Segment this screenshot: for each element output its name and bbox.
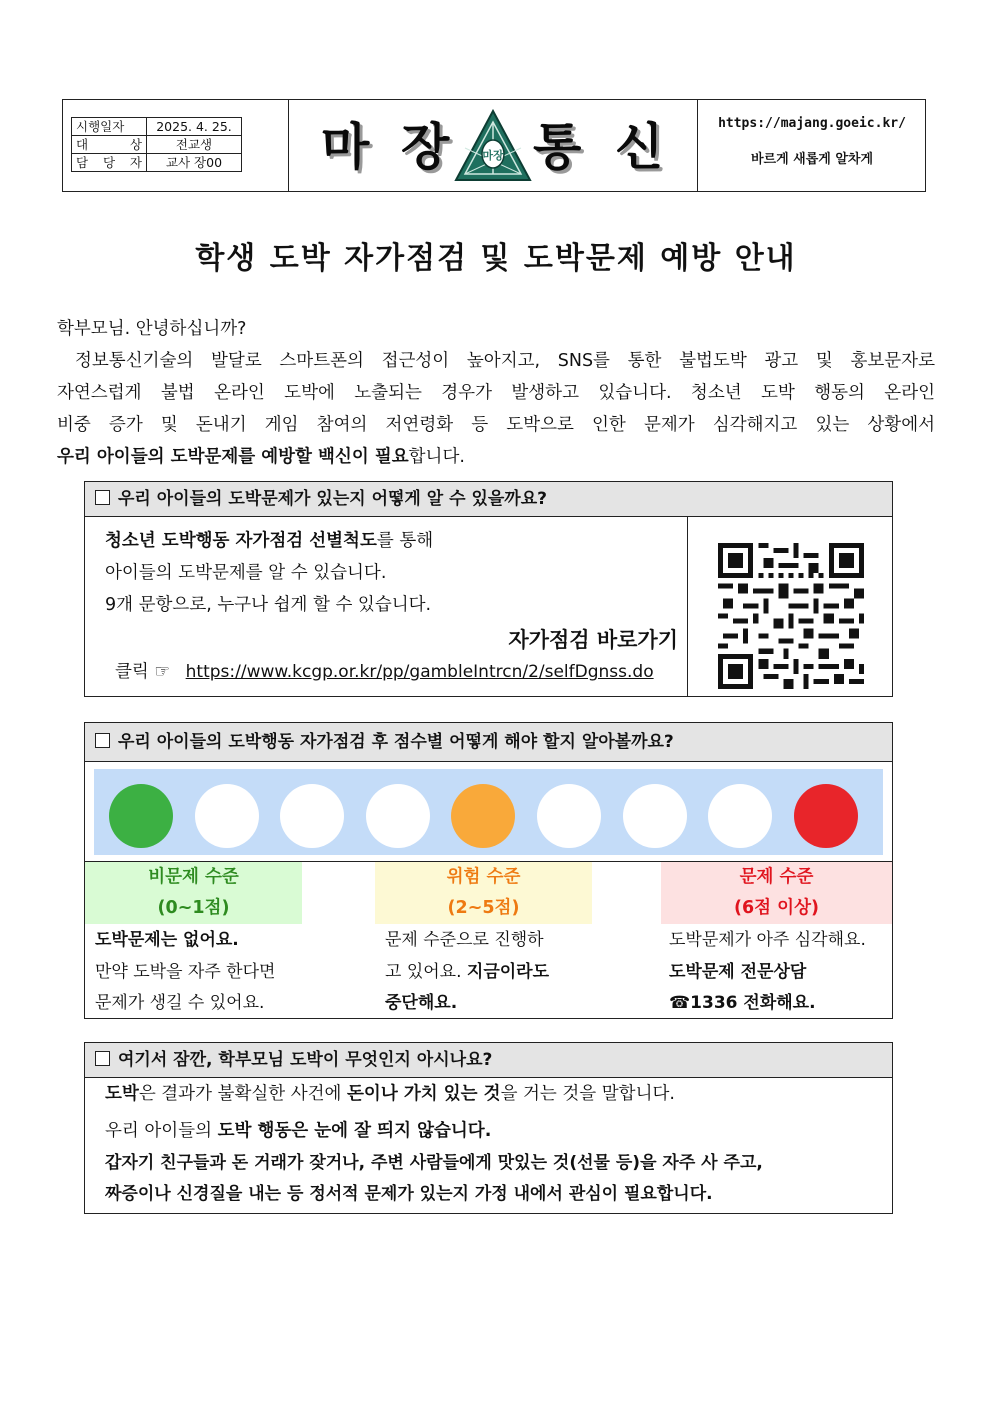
level-name: 문제 수준 bbox=[739, 867, 814, 887]
score-dot bbox=[195, 784, 259, 848]
title-char: 통 bbox=[533, 118, 582, 176]
scale-name: 청소년 도박행동 자가점검 선별척도 bbox=[105, 531, 377, 551]
click-row bbox=[115, 660, 654, 684]
info-value: 교사 장00 bbox=[147, 154, 242, 172]
level-desc-bold: 지금이라도 bbox=[466, 962, 550, 982]
score-dot bbox=[280, 784, 344, 848]
intro-paragraph bbox=[57, 313, 935, 473]
section-heading bbox=[85, 1043, 892, 1078]
issue-info-table bbox=[71, 117, 242, 172]
section-heading-text: 여기서 잠깐, 학부모님 도박이 무엇인지 아시나요? bbox=[118, 1050, 493, 1070]
level-name: 위험 수준 bbox=[446, 867, 521, 887]
issue-info-cell bbox=[63, 100, 289, 191]
school-info-cell bbox=[697, 100, 926, 191]
info-row bbox=[72, 118, 242, 136]
info-value: 2025. 4. 25. bbox=[147, 118, 242, 136]
checkbox-square-icon bbox=[95, 490, 110, 505]
greeting: 학부모님. 안녕하십니까? bbox=[57, 319, 247, 339]
score-dot bbox=[794, 784, 858, 848]
definition-part: 은 결과가 불확실한 사건에 bbox=[138, 1084, 348, 1104]
title-char: 마 bbox=[321, 118, 370, 176]
level-desc: 만약 도박을 자주 한다면 bbox=[95, 962, 276, 982]
page-title: 학생 도박 자가점검 및 도박문제 예방 안내 bbox=[195, 241, 797, 276]
score-scale-strip bbox=[94, 769, 883, 855]
info-value: 전교생 bbox=[147, 136, 242, 154]
intro-line: 정보통신기술의 발달로 스마트폰의 접근성이 높아지고, SNS를 통한 불법도박 광고 및 홍보문자로 bbox=[75, 351, 935, 371]
level-range: (2~5점) bbox=[447, 898, 520, 918]
what-is-gambling-section bbox=[84, 1042, 893, 1214]
level-desc: 도박문제 전문상담 bbox=[669, 962, 807, 982]
warning-line: 갑자기 친구들과 돈 거래가 잦거나, 주변 사람들에게 맛있는 것(선물 등)을 자주 사 주고, bbox=[105, 1153, 763, 1173]
level-nonproblem bbox=[85, 862, 302, 924]
level-desc: 문제가 생길 수 있어요. bbox=[95, 993, 265, 1013]
info-row bbox=[72, 154, 242, 172]
self-check-link[interactable]: https://www.kcgp.or.kr/pp/gambleIntrcn/2/selfDgnss.do bbox=[185, 662, 654, 682]
intro-line: 자연스럽게 불법 온라인 도박에 노출되는 경우가 발생하고 있습니다. 청소년 도박 행동의 온라인 bbox=[57, 383, 935, 403]
level-desc: 도박문제가 아주 심각해요. bbox=[669, 930, 866, 950]
divider bbox=[687, 516, 688, 696]
info-key: 담 당 자 bbox=[72, 154, 147, 172]
self-check-line bbox=[105, 529, 433, 553]
title-char: 장 bbox=[401, 118, 450, 176]
intro-rest: 합니다. bbox=[408, 447, 465, 467]
definition-line bbox=[105, 1119, 491, 1143]
info-row bbox=[72, 136, 242, 154]
intro-line bbox=[57, 441, 935, 473]
level-desc: 도박문제는 없어요. bbox=[95, 930, 239, 950]
level-desc-part: 고 있어요. bbox=[385, 962, 467, 982]
section-heading bbox=[85, 482, 892, 517]
level-range: (6점 이상) bbox=[734, 898, 819, 918]
section-heading bbox=[85, 723, 892, 762]
score-dot bbox=[623, 784, 687, 848]
level-risk bbox=[375, 862, 592, 924]
qr-code-icon[interactable] bbox=[718, 543, 864, 689]
self-check-line: 9개 문항으로, 누구나 쉽게 할 수 있습니다. bbox=[105, 595, 432, 615]
logo-text: 마장 bbox=[482, 149, 504, 162]
score-dot bbox=[109, 784, 173, 848]
click-label: 클릭 ☞ bbox=[115, 662, 171, 682]
definition-part: 우리 아이들의 bbox=[105, 1121, 218, 1141]
info-key: 시행일자 bbox=[72, 118, 147, 136]
level-problem bbox=[661, 862, 892, 924]
newsletter-title bbox=[289, 100, 697, 191]
self-check-line: 아이들의 도박문제를 알 수 있습니다. bbox=[105, 563, 387, 583]
checkbox-square-icon bbox=[95, 733, 110, 748]
school-logo-icon bbox=[453, 108, 533, 184]
info-key: 대 상 bbox=[72, 136, 147, 154]
warning-line: 짜증이나 신경질을 내는 등 정서적 문제가 있는지 가정 내에서 관심이 필요합니다. bbox=[105, 1184, 713, 1204]
score-dot bbox=[451, 784, 515, 848]
score-guide-section bbox=[84, 722, 893, 1019]
intro-line: 비중 증가 및 돈내기 게임 참여의 저연령화 등 도박으로 인한 문제가 심각해지고 있는 상황에서 bbox=[57, 415, 935, 435]
definition-bold: 돈이나 가치 있는 것 bbox=[347, 1084, 501, 1104]
counseling-phone: ☎1336 전화해요. bbox=[669, 993, 816, 1013]
definition-bold: 도박 행동은 눈에 잘 띄지 않습니다. bbox=[217, 1121, 492, 1141]
school-url[interactable]: https://majang.goeic.kr/ bbox=[718, 116, 906, 131]
level-desc bbox=[385, 960, 549, 984]
definition-bold: 도박 bbox=[105, 1084, 139, 1104]
self-check-section bbox=[84, 481, 893, 697]
level-range: (0~1점) bbox=[157, 898, 230, 918]
intro-bold: 우리 아이들의 도박문제를 예방할 백신이 필요 bbox=[57, 447, 409, 467]
score-dot bbox=[537, 784, 601, 848]
shortcut-label: 자가점검 바로가기 bbox=[508, 628, 678, 652]
score-dot bbox=[708, 784, 772, 848]
checkbox-square-icon bbox=[95, 1051, 110, 1066]
section-heading-text: 우리 아이들의 도박행동 자가점검 후 점수별 어떻게 해야 할지 알아볼까요? bbox=[118, 732, 674, 752]
section-heading-text: 우리 아이들의 도박문제가 있는지 어떻게 알 수 있을까요? bbox=[118, 489, 547, 509]
score-dot bbox=[366, 784, 430, 848]
title-char: 신 bbox=[615, 118, 664, 176]
self-check-rest: 를 통해 bbox=[376, 531, 434, 551]
level-desc: 중단해요. bbox=[385, 993, 458, 1013]
level-name: 비문제 수준 bbox=[148, 867, 239, 887]
level-desc: 문제 수준으로 진행하 bbox=[385, 930, 544, 950]
school-motto: 바르게 새롭게 알차게 bbox=[750, 152, 874, 167]
definition-part: 을 거는 것을 말합니다. bbox=[500, 1084, 675, 1104]
definition-line bbox=[105, 1082, 675, 1106]
newsletter-header bbox=[62, 99, 926, 192]
